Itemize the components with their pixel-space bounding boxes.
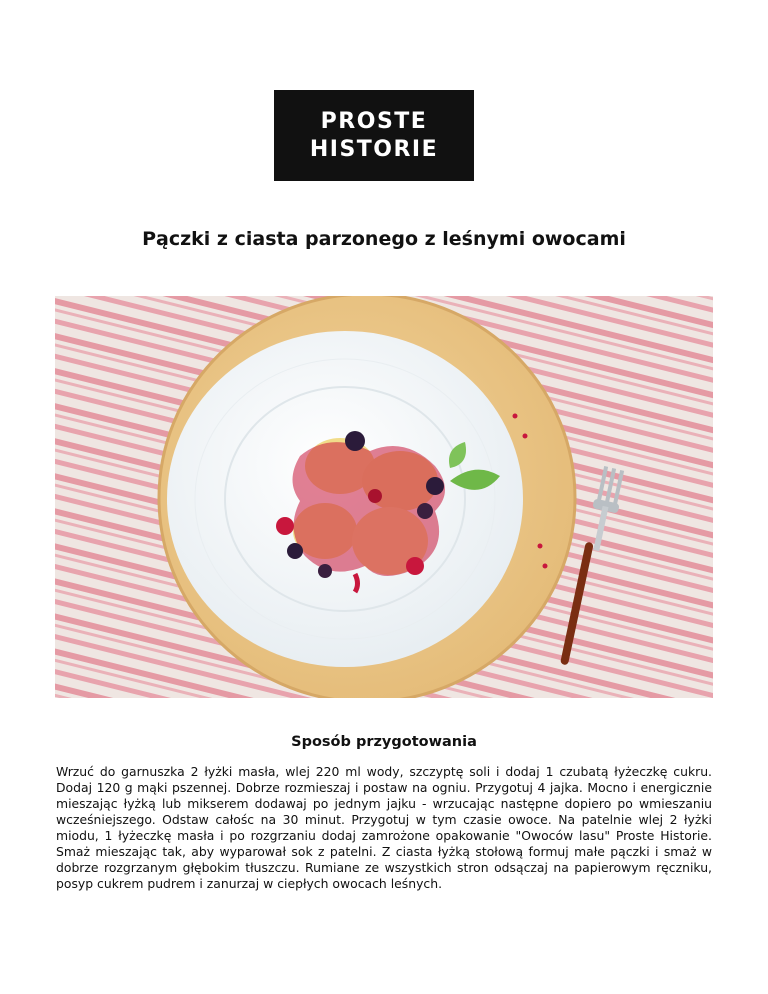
recipe-title: Pączki z ciasta parzonego z leśnymi owocami xyxy=(142,228,626,250)
brand-logo xyxy=(274,90,474,181)
section-heading: Sposób przygotowania xyxy=(291,734,477,750)
logo-line-1: PROSTE xyxy=(320,108,428,134)
logo-line-2: HISTORIE xyxy=(309,136,439,162)
dish-photo-icon xyxy=(55,296,713,698)
instructions-text: Wrzuć do garnuszka 2 łyżki masła, wlej 220 ml wody, szczyptę soli i dodaj 1 czubatą łyżeczkę cukru. Dodaj 120 g mąki pszennej. Dobrze rozmieszaj i postaw na ogniu. Przygotuj 4 jajka. Mocno i energicznie mieszając łyżką lub mikserem dodawaj po jednym jajku - wrzucając następne dopiero po wmieszaniu wcześniejszego. Odstaw całośc na 30 minut. Przygotuj w tym czasie owoce. Na patelnie wlej 2 łyżki miodu, 1 łyżeczkę masła i po rozgrzaniu dodaj zamrożone opakowanie "Owoców lasu" Proste Historie. Smaż mieszając tak, aby wyparował sok z patelni. Z ciasta łyżką stołową formuj małe pączki i smaż w dobrze rozgrzanym głębokim tłuszczu. Rumiane ze wszystkich stron odsączaj na papierowym ręczniku, posyp cukrem pudrem i zanurzaj w ciepłych owocach leśnych. xyxy=(56,764,712,891)
